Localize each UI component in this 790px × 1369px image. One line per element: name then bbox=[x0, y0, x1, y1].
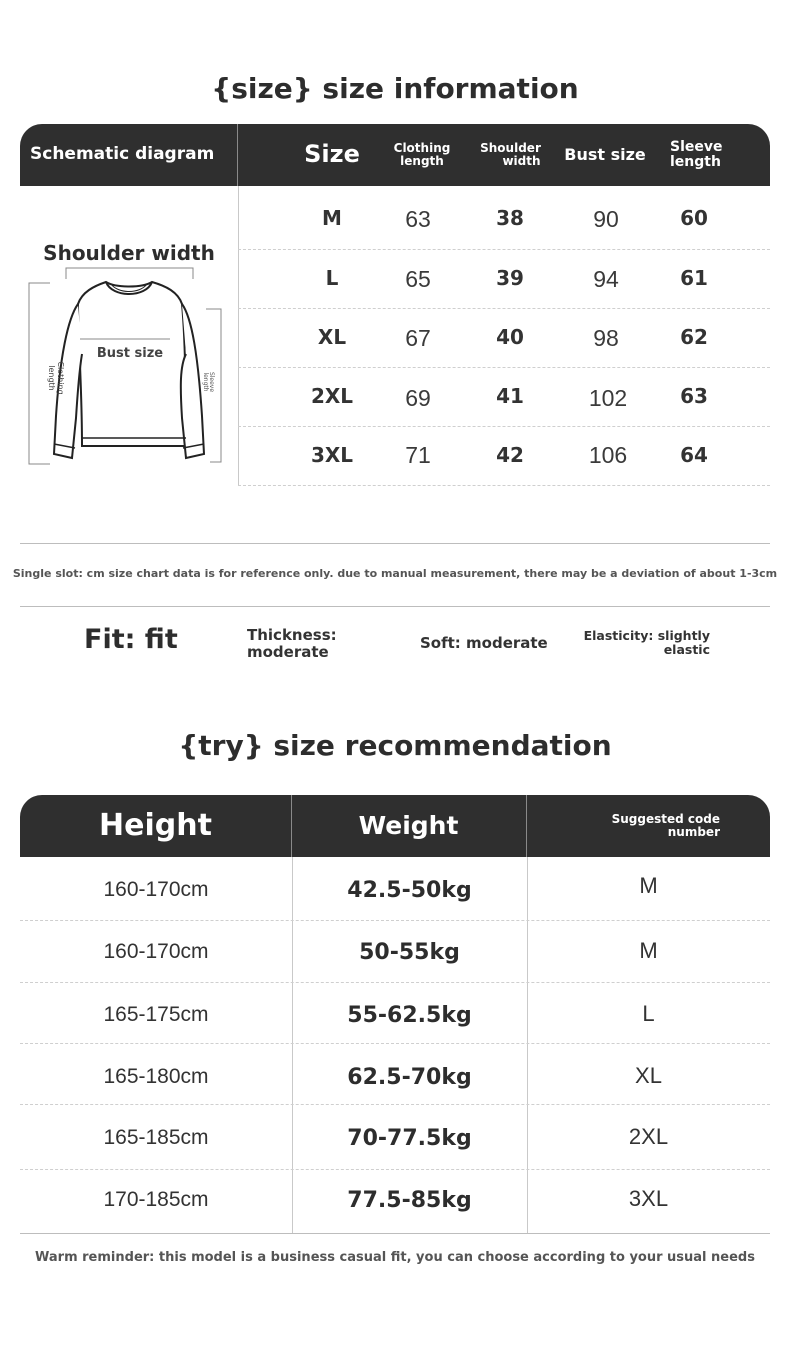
header-code-l1: Suggested code bbox=[611, 812, 720, 827]
header-weight: Weight bbox=[358, 810, 459, 840]
header-sleeve-l2: length bbox=[670, 154, 721, 170]
bust-size-cell: 94 bbox=[593, 266, 619, 292]
elasticity-l2: elastic bbox=[663, 641, 710, 657]
row-divider bbox=[20, 982, 770, 983]
size-cell: L bbox=[325, 266, 339, 290]
header-schematic: Schematic diagram bbox=[30, 144, 215, 165]
height-cell: 170-185cm bbox=[103, 1188, 209, 1211]
row-divider bbox=[238, 249, 770, 250]
clothing-length-cell: 71 bbox=[405, 442, 431, 468]
thickness-l2: moderate bbox=[247, 642, 329, 661]
shoulder-width-cell: 42 bbox=[496, 443, 524, 467]
thickness-label bbox=[247, 627, 337, 660]
header-divider bbox=[526, 795, 527, 857]
size-table-header bbox=[20, 124, 770, 186]
weight-cell: 55-62.5kg bbox=[347, 1003, 472, 1028]
weight-cell: 50-55kg bbox=[359, 940, 460, 965]
suggested-size-cell: 3XL bbox=[628, 1186, 669, 1211]
size-recommendation-title: {try} size recommendation bbox=[178, 729, 612, 762]
header-shoulder-l2: width bbox=[502, 154, 541, 168]
elasticity-l1: Elasticity: slightly bbox=[583, 628, 710, 643]
thickness-l1: Thickness: bbox=[247, 626, 337, 644]
suggested-size-cell: 2XL bbox=[628, 1124, 669, 1149]
sleeve-length-cell: 64 bbox=[680, 443, 708, 467]
header-shoulder-width bbox=[468, 124, 553, 186]
header-sleeve-l1: Sleeve bbox=[670, 139, 723, 156]
suggested-size-cell: L bbox=[642, 1001, 655, 1026]
weight-cell: 62.5-70kg bbox=[347, 1065, 472, 1090]
clothing-length-cell: 63 bbox=[405, 206, 431, 232]
header-divider bbox=[237, 124, 238, 186]
header-sleeve-length bbox=[670, 124, 750, 186]
height-cell: 165-185cm bbox=[103, 1126, 209, 1149]
bust-size-label: Bust size bbox=[96, 346, 164, 361]
height-cell: 165-175cm bbox=[103, 1003, 209, 1026]
header-size: Size bbox=[304, 140, 360, 169]
shoulder-width-cell: 40 bbox=[496, 325, 524, 349]
height-cell: 165-180cm bbox=[103, 1065, 209, 1088]
weight-cell: 77.5-85kg bbox=[347, 1188, 472, 1213]
height-cell: 160-170cm bbox=[103, 940, 209, 963]
clothing-length-label: Clothing length bbox=[47, 361, 65, 395]
warm-reminder: Warm reminder: this model is a business casual fit, you can choose according to your usual needs bbox=[35, 1250, 755, 1265]
header-suggested-code bbox=[560, 795, 720, 857]
bust-size-cell: 102 bbox=[588, 385, 628, 411]
row-divider bbox=[238, 485, 770, 486]
recommendation-table-header bbox=[20, 795, 770, 857]
sleeve-length-cell: 60 bbox=[680, 206, 708, 230]
recommendation-column-divider bbox=[527, 857, 528, 1233]
weight-cell: 70-77.5kg bbox=[347, 1126, 472, 1151]
shoulder-width-cell: 38 bbox=[496, 206, 524, 230]
recommendation-column-divider bbox=[292, 857, 293, 1233]
row-divider bbox=[238, 426, 770, 427]
row-divider bbox=[20, 1104, 770, 1105]
size-cell: 2XL bbox=[310, 384, 354, 408]
shoulder-width-cell: 39 bbox=[496, 266, 524, 290]
suggested-size-cell: XL bbox=[635, 1063, 662, 1088]
row-divider bbox=[20, 1043, 770, 1044]
fit-label: Fit: fit bbox=[84, 624, 178, 655]
size-info-title: {size} size information bbox=[211, 72, 579, 105]
schematic-diagram bbox=[20, 186, 238, 485]
sweatshirt-outline-icon bbox=[20, 186, 238, 485]
header-clothing-length bbox=[382, 124, 462, 186]
bust-size-cell: 106 bbox=[588, 442, 628, 468]
soft-label: Soft: moderate bbox=[420, 634, 548, 652]
table-bottom-line bbox=[20, 1233, 770, 1234]
measurement-note: Single slot: cm size chart data is for reference only. due to manual measurement, there may be a deviation of about 1-3cm bbox=[12, 567, 778, 580]
elasticity-label bbox=[580, 629, 710, 657]
bust-size-cell: 98 bbox=[593, 325, 619, 351]
header-code-l2: number bbox=[667, 825, 720, 839]
shoulder-width-cell: 41 bbox=[496, 384, 524, 408]
clothing-length-cell: 69 bbox=[405, 385, 431, 411]
header-clothing-l1: Clothing bbox=[393, 141, 451, 156]
weight-cell: 42.5-50kg bbox=[347, 878, 472, 903]
size-table-column-divider bbox=[238, 186, 239, 485]
row-divider bbox=[20, 1169, 770, 1170]
header-bust-size: Bust size bbox=[564, 144, 646, 164]
header-height: Height bbox=[99, 808, 212, 844]
sleeve-length-cell: 63 bbox=[680, 384, 708, 408]
row-divider bbox=[238, 367, 770, 368]
clothing-length-cell: 67 bbox=[405, 325, 431, 351]
note-divider-top bbox=[20, 543, 770, 544]
suggested-size-cell: M bbox=[639, 938, 658, 963]
size-cell: 3XL bbox=[310, 443, 354, 467]
bust-size-cell: 90 bbox=[593, 206, 619, 232]
header-clothing-l2: length bbox=[400, 154, 444, 168]
shoulder-width-label: Shoulder width bbox=[43, 241, 215, 265]
note-divider-bottom bbox=[20, 606, 770, 607]
size-cell: XL bbox=[317, 325, 347, 349]
sleeve-length-label: Sleeve length bbox=[202, 371, 215, 393]
clothing-length-cell: 65 bbox=[405, 266, 431, 292]
sleeve-length-cell: 61 bbox=[680, 266, 708, 290]
sleeve-length-cell: 62 bbox=[680, 325, 708, 349]
row-divider bbox=[238, 308, 770, 309]
row-divider bbox=[20, 920, 770, 921]
height-cell: 160-170cm bbox=[103, 878, 209, 901]
size-cell: M bbox=[322, 206, 342, 230]
header-shoulder-l1: Shoulder bbox=[480, 141, 541, 156]
suggested-size-cell: M bbox=[639, 873, 658, 898]
